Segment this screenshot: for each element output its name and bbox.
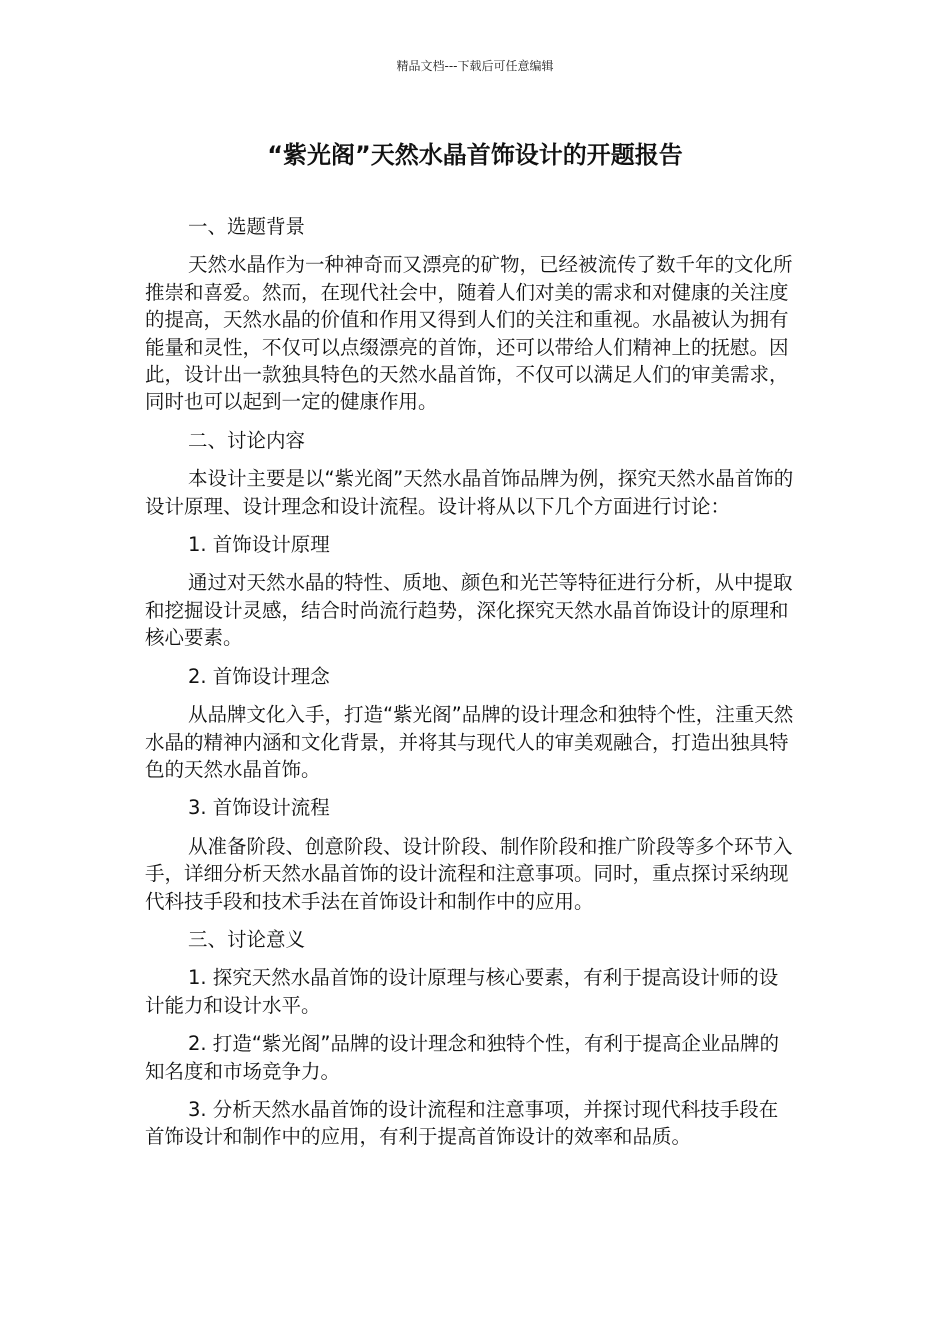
design-process-paragraph: 从准备阶段、创意阶段、设计阶段、制作阶段和推广阶段等多个环节入手，详细分析天然水晶首饰的设计流程和注意事项。同时，重点探讨采纳现代科技手段和技术手法在首饰设计和制作中的应用。 [145,834,793,913]
section-heading-significance: 三、讨论意义 [188,927,306,951]
significance-point-2: 2. 打造“紫光阁”品牌的设计理念和独特个性，有利于提高企业品牌的知名度和市场竞争力。 [145,1032,780,1083]
page-header-note: 精品文档---下载后可任意编辑 [396,59,554,73]
subheading-design-principle: 1. 首饰设计原理 [188,533,330,557]
significance-point-3: 3. 分析天然水晶首饰的设计流程和注意事项，并探讨现代科技手段在首饰设计和制作中的应用，有利于提高首饰设计的效率和品质。 [145,1097,779,1149]
document-body [145,213,797,1162]
design-principle-paragraph: 通过对天然水晶的特性、质地、颜色和光芒等特征进行分析，从中提取和挖掘设计灵感，结合时尚流行趋势，深化探究天然水晶首饰设计的原理和核心要素。 [145,571,793,650]
background-paragraph: 天然水晶作为一种神奇而又漂亮的矿物，已经被流传了数千年的文化所推崇和喜爱。然而，在现代社会中，随着人们对美的需求和对健康的关注度的提高，天然水晶的价值和作用又得到人们的关注和重视。水晶被认为拥有能量和灵性，不仅可以点缀漂亮的首饰，还可以带给人们精神上的抚慰。因此，设计出一款独具特色的天然水晶首饰，不仅可以满足人们的审美需求，同时也可以起到一定的健康作用。 [145,253,793,414]
design-concept-paragraph: 从品牌文化入手，打造“紫光阁”品牌的设计理念和独特个性，注重天然水晶的精神内涵和文化背景，并将其与现代人的审美观融合，打造出独具特色的天然水晶首饰。 [145,703,794,781]
subheading-design-process: 3. 首饰设计流程 [188,796,330,820]
content-intro-paragraph: 本设计主要是以“紫光阁”天然水晶首饰品牌为例，探究天然水晶首饰的设计原理、设计理念和设计流程。设计将从以下几个方面进行讨论： [145,467,794,518]
significance-point-1: 1. 探究天然水晶首饰的设计原理与核心要素，有利于提高设计师的设计能力和设计水平。 [145,966,779,1017]
subheading-design-concept: 2. 首饰设计理念 [188,664,330,688]
section-heading-background: 一、选题背景 [188,215,306,238]
section-heading-content: 二、讨论内容 [188,428,306,452]
document-title: “紫光阁”天然水晶首饰设计的开题报告 [267,141,683,169]
